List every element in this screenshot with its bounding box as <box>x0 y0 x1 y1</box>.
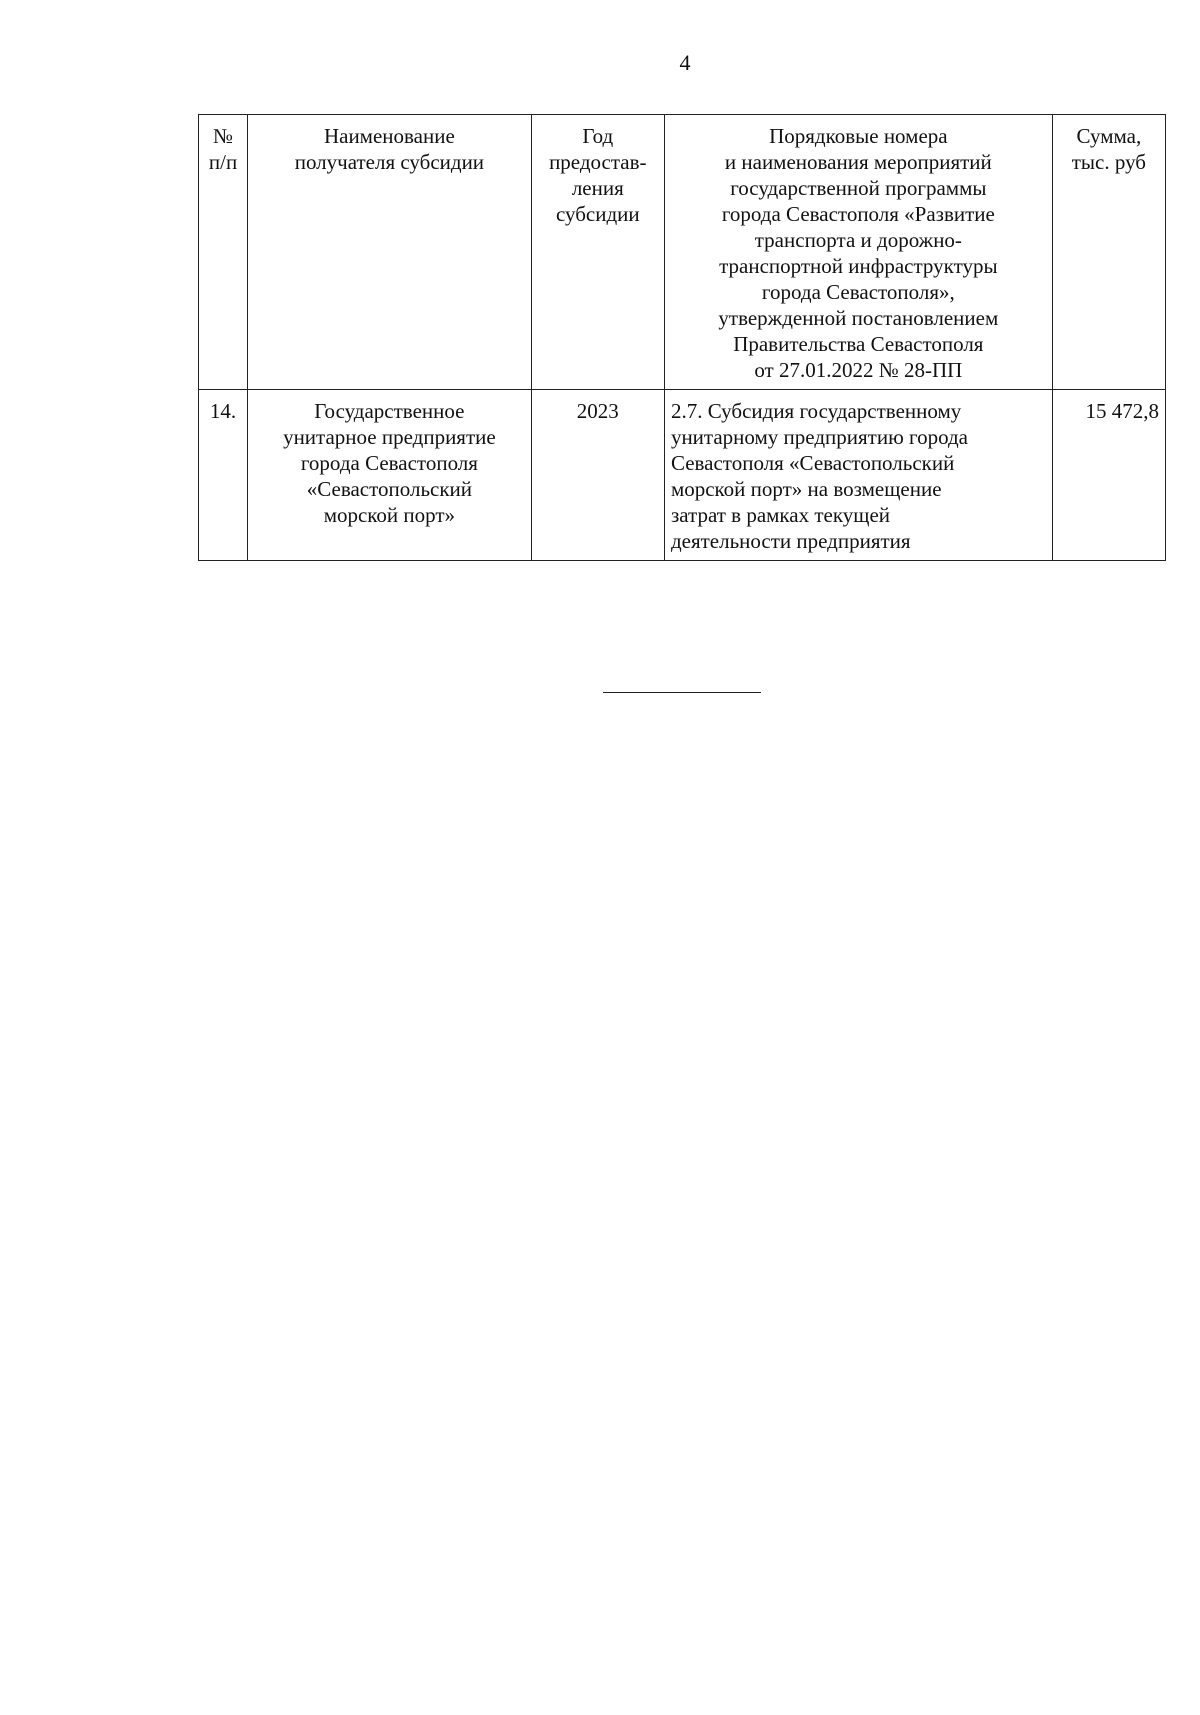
header-year: Год предостав- ления субсидии <box>531 115 664 390</box>
cell-recipient: Государственное унитарное предприятие города Севастополя «Севастопольский морской порт» <box>248 390 532 561</box>
header-recipient: Наименование получателя субсидии <box>248 115 532 390</box>
subsidy-table <box>198 114 1166 561</box>
page-number: 4 <box>679 50 691 75</box>
cell-year: 2023 <box>531 390 664 561</box>
cell-measure: 2.7. Субсидия государственному унитарному предприятию города Севастополя «Севастопольский морской порт» на возмещение затрат в рамках текущей деятельности предприятия <box>664 390 1052 561</box>
table-header-row <box>199 115 1166 390</box>
header-number: № п/п <box>199 115 248 390</box>
end-divider-line <box>603 692 761 693</box>
cell-amount: 15 472,8 <box>1052 390 1165 561</box>
header-amount: Сумма, тыс. руб <box>1052 115 1165 390</box>
header-program-measures: Порядковые номера и наименования мероприятий государственной программы города Севастополя «Развитие транспорта и дорожно- транспортной инфраструктуры города Севастополя», утвержденной постановлением Правительства Севастополя от 27.01.2022 № 28-ПП <box>664 115 1052 390</box>
cell-number: 14. <box>199 390 248 561</box>
table-row <box>199 390 1166 561</box>
